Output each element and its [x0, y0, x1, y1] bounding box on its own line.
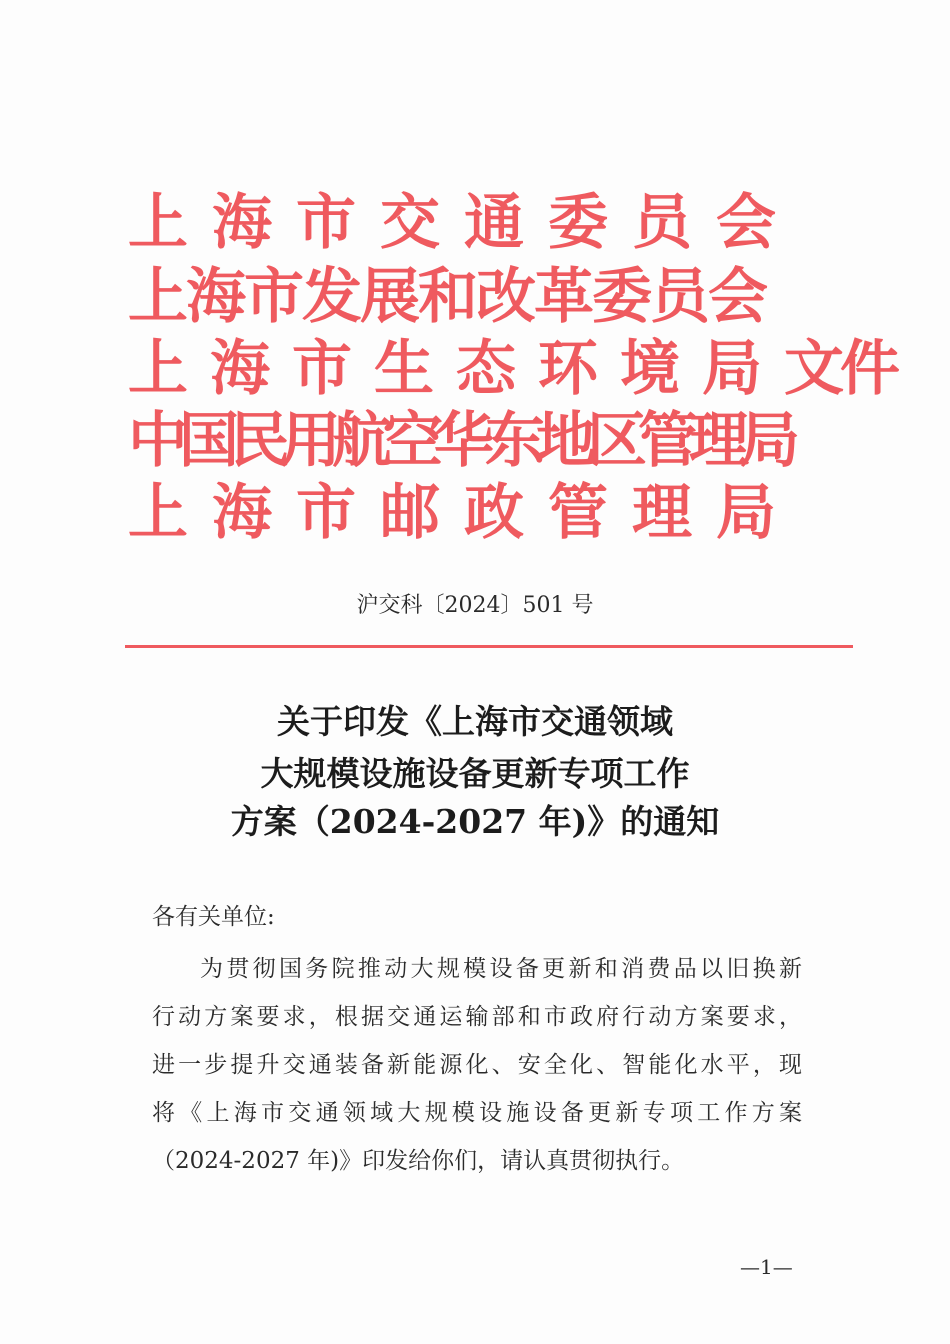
issuer-line-1: 上海市交通委员会 — [128, 188, 800, 258]
issuer-line-5: 上海市邮政管理局 — [128, 478, 800, 548]
document-title-line-3: 方案（2024-2027 年)》的通知 — [230, 802, 720, 841]
document-title-line-2: 大规模设施设备更新专项工作 — [260, 754, 690, 793]
document-title-line-1: 关于印发《上海市交通领域 — [277, 702, 673, 741]
issuer-line-3-text: 上海市生态环境局 — [128, 334, 784, 404]
page-number: —1— — [740, 1255, 793, 1279]
body-text-line-4: 将《上海市交通领域大规模设施设备更新专项工作方案 — [152, 1100, 802, 1126]
issuer-line-2: 上海市发展和改革委员会 — [128, 262, 766, 332]
salutation: 各有关单位: — [152, 904, 275, 930]
issuer-line-4: 中国民用航空华东地区管理局 — [128, 406, 791, 476]
body-text-line-3: 进一步提升交通装备新能源化、安全化、智能化水平，现 — [152, 1052, 802, 1078]
letterhead-suffix: 文件 — [784, 334, 896, 404]
body-text-line-1: 为贯彻国务院推动大规模设备更新和消费品以旧换新 — [200, 956, 802, 982]
red-divider — [125, 645, 853, 648]
issuer-line-3 — [128, 334, 896, 404]
body-text-line-2: 行动方案要求，根据交通运输部和市政府行动方案要求， — [152, 1004, 802, 1030]
document-number: 沪交科〔2024〕501 号 — [356, 593, 594, 618]
body-text-line-5: （2024-2027 年)》印发给你们，请认真贯彻执行。 — [152, 1148, 685, 1174]
